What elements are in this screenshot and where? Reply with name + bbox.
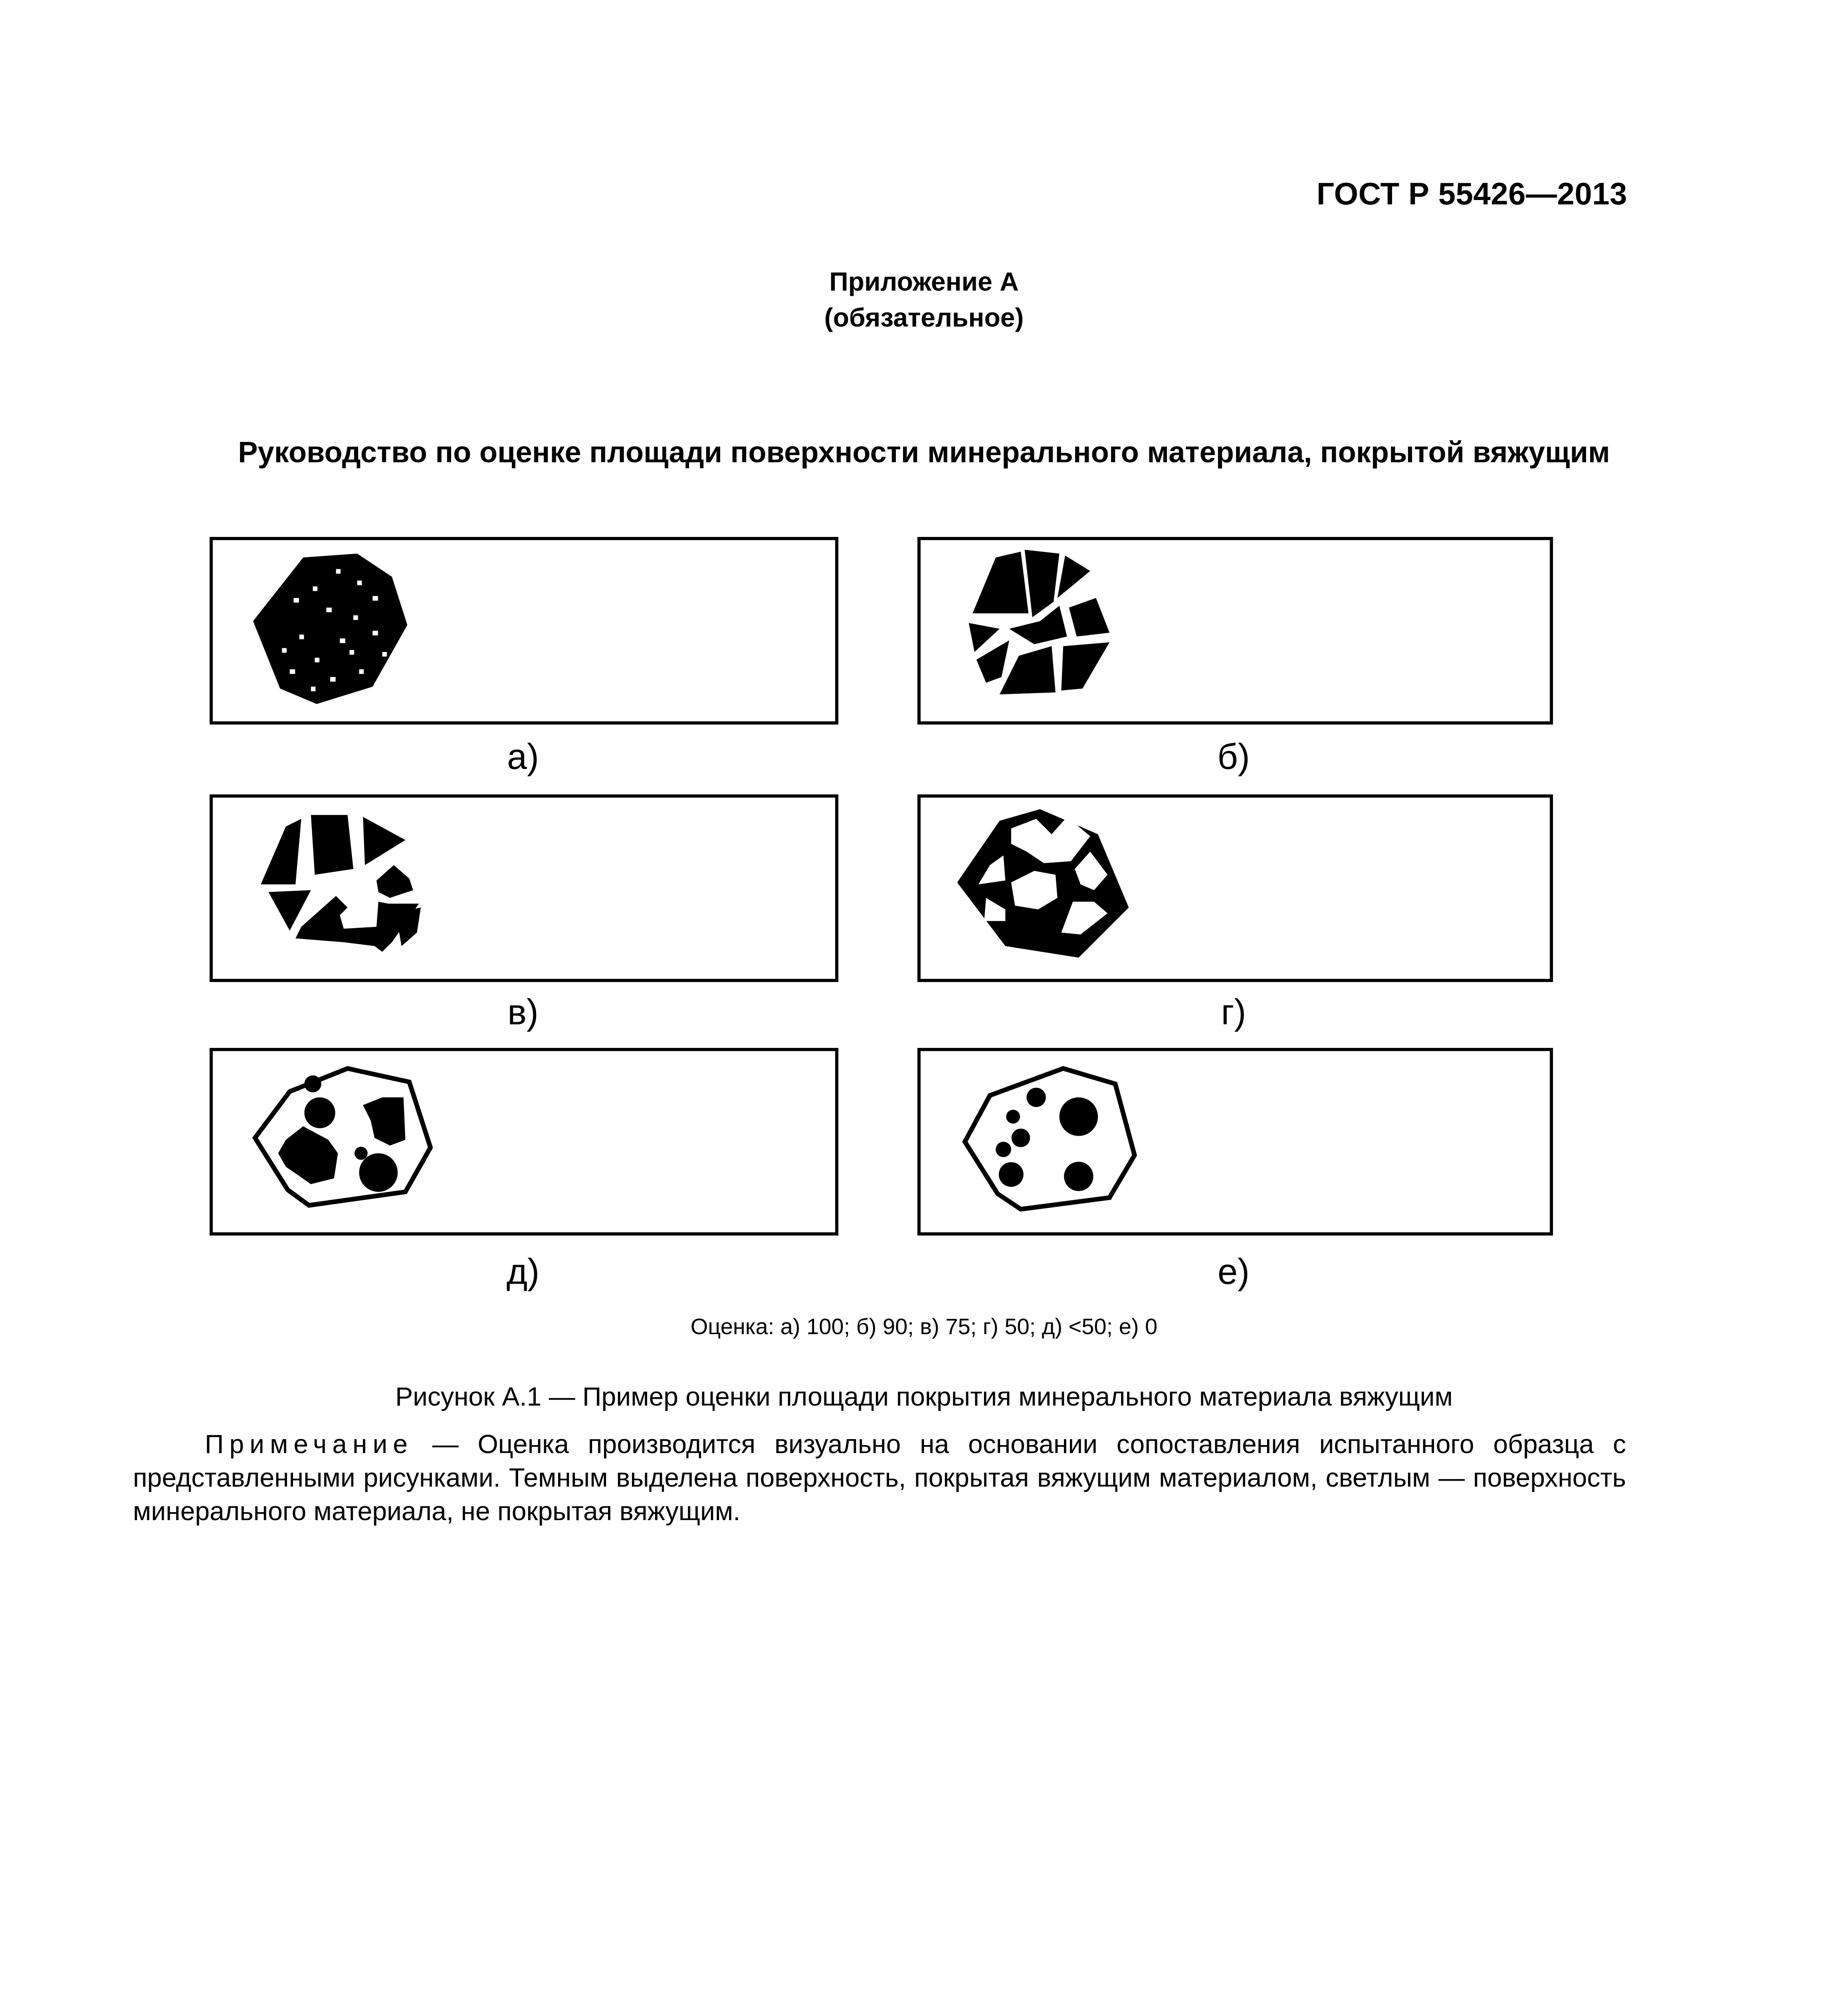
document-code: ГОСТ Р 55426—2013	[1316, 176, 1627, 211]
note-paragraph	[133, 1427, 1626, 1528]
aggregate-grade-90-image	[921, 540, 1550, 721]
aggregate-grade-below-50-image	[213, 1051, 835, 1232]
appendix-status: (обязательное)	[824, 303, 1024, 332]
figure-panel-f	[917, 1048, 1553, 1236]
aggregate-fully-coated-image	[213, 540, 835, 721]
panel-label-e: д)	[506, 1252, 540, 1292]
panel-label-b: б)	[1217, 737, 1250, 777]
appendix-title	[0, 263, 1848, 335]
panel-label-f: е)	[1217, 1252, 1250, 1292]
figure-panel-d	[917, 794, 1553, 982]
aggregate-grade-75-image	[213, 798, 835, 979]
figure-panel-e	[210, 1048, 838, 1236]
panel-label-c: в)	[507, 992, 539, 1032]
appendix-name: Приложение А	[829, 267, 1019, 296]
panel-label-a: а)	[507, 737, 539, 777]
grades-line: Оценка: а) 100; б) 90; в) 75; г) 50; д) <50; е) 0	[690, 1314, 1158, 1339]
aggregate-grade-50-image	[921, 798, 1550, 979]
panel-label-d: г)	[1221, 992, 1246, 1032]
section-heading: Руководство по оценке площади поверхности минерального материала, покрытой вяжущим	[238, 436, 1610, 469]
note-label: Примечание	[205, 1429, 414, 1459]
note-text: — Оценка производится визуально на основании сопоставления испытанного образца с представленными рисунками. Темным выделена поверхность, покрытая вяжущим материалом, светлым — поверхность минерального материала, не покрытая вяжущим.	[133, 1429, 1626, 1526]
figure-panel-a	[210, 537, 838, 725]
figure-panel-b	[917, 537, 1553, 725]
figure-caption: Рисунок А.1 — Пример оценки площади покрытия минерального материала вяжущим	[395, 1382, 1453, 1411]
aggregate-uncoated-image	[921, 1051, 1550, 1232]
figure-panel-c	[210, 794, 838, 982]
